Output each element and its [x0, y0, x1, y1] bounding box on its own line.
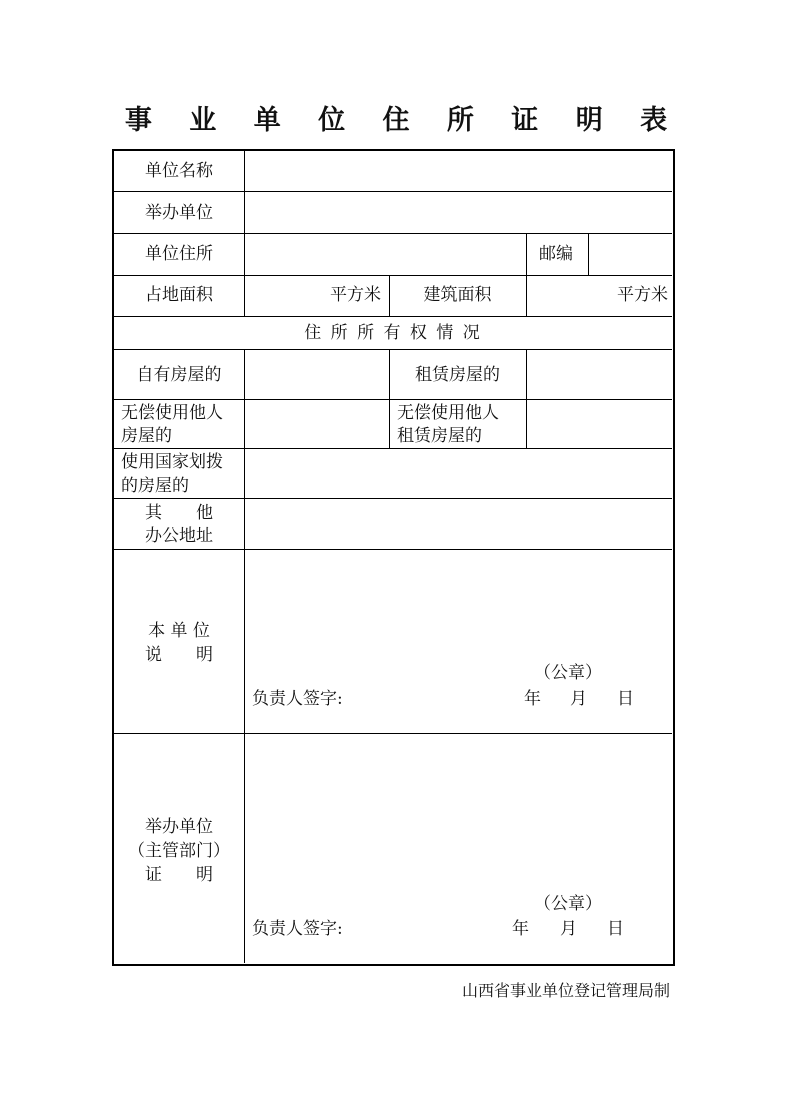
signer-label-2: 负责人签字: [252, 919, 343, 939]
unit-address-label: 单位住所 [145, 244, 213, 264]
building-area-unit: 平方米 [617, 285, 668, 305]
official-seal-2: （公章） [534, 894, 602, 914]
sponsor-unit-label: 举办单位 [145, 203, 213, 223]
free-use-label-line2: 房屋的 [121, 426, 172, 446]
free-use-label-line1: 无偿使用他人 [121, 403, 223, 423]
other-label-line1: 其 他 [145, 503, 213, 523]
sponsor-statement-label-line3: 证 明 [145, 865, 213, 885]
unit-statement-label-line1: 本 单 位 [148, 621, 210, 641]
sponsor-statement-label-line2: （主管部门） [128, 841, 230, 861]
land-area-label: 占地面积 [145, 285, 213, 305]
ownership-section-heading: 住 所 所 有 权 情 况 [304, 323, 482, 343]
sponsor-statement-label-line1: 举办单位 [145, 817, 213, 837]
form-title: 事 业 单 位 住 所 证 明 表 [124, 105, 682, 136]
date-month-1: 月 [570, 689, 587, 709]
official-seal-1: （公章） [534, 663, 602, 683]
free-rented-label-line1: 无偿使用他人 [397, 403, 499, 423]
unit-name-label: 单位名称 [145, 161, 213, 181]
unit-statement-label-line2: 说 明 [145, 645, 213, 665]
state-alloc-label-line1: 使用国家划拨 [121, 452, 223, 472]
rented-label: 租赁房屋的 [415, 365, 500, 385]
issuer-footer: 山西省事业单位登记管理局制 [461, 981, 670, 1000]
postcode-label: 邮编 [539, 244, 573, 264]
self-owned-label: 自有房屋的 [136, 365, 222, 385]
date-day-1: 日 [617, 689, 634, 709]
land-area-unit: 平方米 [330, 285, 381, 305]
free-rented-label-line2: 租赁房屋的 [397, 426, 482, 446]
date-day-2: 日 [607, 919, 624, 939]
state-alloc-label-line2: 的房屋的 [121, 476, 189, 496]
building-area-label: 建筑面积 [423, 285, 492, 305]
date-year-1: 年 [524, 689, 541, 709]
signer-label-1: 负责人签字: [252, 689, 343, 709]
certificate-form [112, 149, 675, 966]
other-label-line2: 办公地址 [145, 526, 213, 546]
date-year-2: 年 [512, 919, 529, 939]
date-month-2: 月 [560, 919, 577, 939]
